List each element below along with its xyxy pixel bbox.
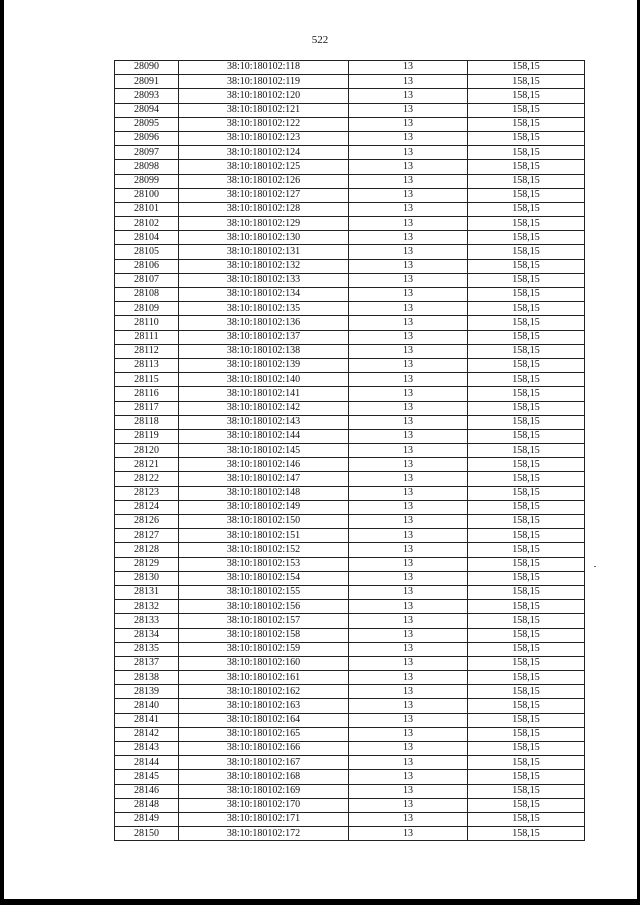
quantity-cell: 13: [349, 656, 468, 670]
cadastral-number-cell: 38:10:180102:135: [179, 302, 349, 316]
row-number-cell: 28102: [115, 217, 179, 231]
row-number-cell: 28135: [115, 642, 179, 656]
row-number-cell: 28113: [115, 358, 179, 372]
cadastral-number-cell: 38:10:180102:124: [179, 146, 349, 160]
quantity-cell: 13: [349, 302, 468, 316]
table-row: [115, 642, 585, 656]
quantity-cell: 13: [349, 727, 468, 741]
area-cell: 158,15: [468, 273, 585, 287]
area-cell: 158,15: [468, 373, 585, 387]
cadastral-number-cell: 38:10:180102:145: [179, 444, 349, 458]
row-number-cell: 28115: [115, 373, 179, 387]
cadastral-number-cell: 38:10:180102:127: [179, 188, 349, 202]
table-row: [115, 515, 585, 529]
quantity-cell: 13: [349, 827, 468, 841]
cadastral-number-cell: 38:10:180102:119: [179, 75, 349, 89]
table-row: [115, 61, 585, 75]
row-number-cell: 28099: [115, 174, 179, 188]
table-row: [115, 273, 585, 287]
area-cell: 158,15: [468, 756, 585, 770]
area-cell: 158,15: [468, 231, 585, 245]
table-row: [115, 330, 585, 344]
cadastral-number-cell: 38:10:180102:151: [179, 529, 349, 543]
cadastral-number-cell: 38:10:180102:129: [179, 217, 349, 231]
row-number-cell: 28093: [115, 89, 179, 103]
row-number-cell: 28104: [115, 231, 179, 245]
cadastral-number-cell: 38:10:180102:126: [179, 174, 349, 188]
cadastral-number-cell: 38:10:180102:171: [179, 812, 349, 826]
quantity-cell: 13: [349, 713, 468, 727]
row-number-cell: 28119: [115, 429, 179, 443]
row-number-cell: 28112: [115, 344, 179, 358]
area-cell: 158,15: [468, 486, 585, 500]
row-number-cell: 28122: [115, 472, 179, 486]
table-row: [115, 571, 585, 585]
cadastral-number-cell: 38:10:180102:154: [179, 571, 349, 585]
quantity-cell: 13: [349, 543, 468, 557]
row-number-cell: 28109: [115, 302, 179, 316]
table-row: [115, 543, 585, 557]
quantity-cell: 13: [349, 146, 468, 160]
row-number-cell: 28124: [115, 500, 179, 514]
table-row: [115, 131, 585, 145]
row-number-cell: 28094: [115, 103, 179, 117]
quantity-cell: 13: [349, 671, 468, 685]
cadastral-number-cell: 38:10:180102:139: [179, 358, 349, 372]
cadastral-number-cell: 38:10:180102:122: [179, 117, 349, 131]
quantity-cell: 13: [349, 273, 468, 287]
area-cell: 158,15: [468, 770, 585, 784]
cadastral-number-cell: 38:10:180102:133: [179, 273, 349, 287]
row-number-cell: 28097: [115, 146, 179, 160]
area-cell: 158,15: [468, 302, 585, 316]
table-row: [115, 486, 585, 500]
table-row: [115, 217, 585, 231]
area-cell: 158,15: [468, 557, 585, 571]
area-cell: 158,15: [468, 415, 585, 429]
area-cell: 158,15: [468, 458, 585, 472]
area-cell: 158,15: [468, 798, 585, 812]
table-row: [115, 316, 585, 330]
row-number-cell: 28105: [115, 245, 179, 259]
row-number-cell: 28130: [115, 571, 179, 585]
table-row: [115, 344, 585, 358]
row-number-cell: 28096: [115, 131, 179, 145]
quantity-cell: 13: [349, 131, 468, 145]
cadastral-number-cell: 38:10:180102:128: [179, 202, 349, 216]
quantity-cell: 13: [349, 614, 468, 628]
row-number-cell: 28095: [115, 117, 179, 131]
row-number-cell: 28108: [115, 288, 179, 302]
area-cell: 158,15: [468, 827, 585, 841]
cadastral-number-cell: 38:10:180102:164: [179, 713, 349, 727]
area-cell: 158,15: [468, 500, 585, 514]
table-row: [115, 614, 585, 628]
quantity-cell: 13: [349, 259, 468, 273]
cadastral-number-cell: 38:10:180102:123: [179, 131, 349, 145]
cadastral-number-cell: 38:10:180102:125: [179, 160, 349, 174]
table-row: [115, 557, 585, 571]
table-row: [115, 685, 585, 699]
scan-border-left: [0, 0, 4, 905]
quantity-cell: 13: [349, 217, 468, 231]
cadastral-number-cell: 38:10:180102:166: [179, 742, 349, 756]
scan-border-bottom: [0, 899, 640, 905]
quantity-cell: 13: [349, 486, 468, 500]
cadastral-number-cell: 38:10:180102:118: [179, 61, 349, 75]
row-number-cell: 28110: [115, 316, 179, 330]
table-row: [115, 401, 585, 415]
quantity-cell: 13: [349, 699, 468, 713]
table-row: [115, 671, 585, 685]
area-cell: 158,15: [468, 401, 585, 415]
row-number-cell: 28100: [115, 188, 179, 202]
area-cell: 158,15: [468, 160, 585, 174]
table-row: [115, 117, 585, 131]
area-cell: 158,15: [468, 812, 585, 826]
row-number-cell: 28144: [115, 756, 179, 770]
table-row: [115, 472, 585, 486]
quantity-cell: 13: [349, 685, 468, 699]
cadastral-number-cell: 38:10:180102:132: [179, 259, 349, 273]
quantity-cell: 13: [349, 61, 468, 75]
area-cell: 158,15: [468, 245, 585, 259]
table-row: [115, 245, 585, 259]
cadastral-number-cell: 38:10:180102:157: [179, 614, 349, 628]
cadastral-number-cell: 38:10:180102:137: [179, 330, 349, 344]
page-number: 522: [311, 34, 329, 46]
cadastral-number-cell: 38:10:180102:156: [179, 600, 349, 614]
cadastral-number-cell: 38:10:180102:161: [179, 671, 349, 685]
cadastral-number-cell: 38:10:180102:147: [179, 472, 349, 486]
table-row: [115, 827, 585, 841]
row-number-cell: 28090: [115, 61, 179, 75]
row-number-cell: 28142: [115, 727, 179, 741]
table-row: [115, 458, 585, 472]
row-number-cell: 28143: [115, 742, 179, 756]
quantity-cell: 13: [349, 316, 468, 330]
table-row: [115, 529, 585, 543]
area-cell: 158,15: [468, 174, 585, 188]
row-number-cell: 28106: [115, 259, 179, 273]
cadastral-number-cell: 38:10:180102:144: [179, 429, 349, 443]
cadastral-number-cell: 38:10:180102:172: [179, 827, 349, 841]
table-row: [115, 628, 585, 642]
quantity-cell: 13: [349, 415, 468, 429]
cadastral-number-cell: 38:10:180102:142: [179, 401, 349, 415]
row-number-cell: 28131: [115, 585, 179, 599]
cadastral-number-cell: 38:10:180102:158: [179, 628, 349, 642]
cadastral-number-cell: 38:10:180102:136: [179, 316, 349, 330]
quantity-cell: 13: [349, 358, 468, 372]
cadastral-number-cell: 38:10:180102:121: [179, 103, 349, 117]
cadastral-number-cell: 38:10:180102:143: [179, 415, 349, 429]
cadastral-number-cell: 38:10:180102:153: [179, 557, 349, 571]
quantity-cell: 13: [349, 401, 468, 415]
area-cell: 158,15: [468, 75, 585, 89]
row-number-cell: 28140: [115, 699, 179, 713]
area-cell: 158,15: [468, 671, 585, 685]
quantity-cell: 13: [349, 557, 468, 571]
quantity-cell: 13: [349, 529, 468, 543]
cadastral-number-cell: 38:10:180102:138: [179, 344, 349, 358]
table-row: [115, 75, 585, 89]
area-cell: 158,15: [468, 117, 585, 131]
area-cell: 158,15: [468, 585, 585, 599]
quantity-cell: 13: [349, 174, 468, 188]
table-row: [115, 812, 585, 826]
area-cell: 158,15: [468, 330, 585, 344]
cadastral-number-cell: 38:10:180102:169: [179, 784, 349, 798]
row-number-cell: 28126: [115, 515, 179, 529]
table-row: [115, 756, 585, 770]
quantity-cell: 13: [349, 770, 468, 784]
table-row: [115, 444, 585, 458]
area-cell: 158,15: [468, 131, 585, 145]
table-row: [115, 742, 585, 756]
cadastral-number-cell: 38:10:180102:170: [179, 798, 349, 812]
area-cell: 158,15: [468, 89, 585, 103]
table-row: [115, 103, 585, 117]
cadastral-number-cell: 38:10:180102:160: [179, 656, 349, 670]
table-row: [115, 770, 585, 784]
row-number-cell: 28111: [115, 330, 179, 344]
area-cell: 158,15: [468, 61, 585, 75]
area-cell: 158,15: [468, 742, 585, 756]
cadastral-number-cell: 38:10:180102:155: [179, 585, 349, 599]
row-number-cell: 28139: [115, 685, 179, 699]
row-number-cell: 28138: [115, 671, 179, 685]
row-number-cell: 28098: [115, 160, 179, 174]
table-row: [115, 600, 585, 614]
area-cell: 158,15: [468, 685, 585, 699]
area-cell: 158,15: [468, 217, 585, 231]
quantity-cell: 13: [349, 344, 468, 358]
cadastral-number-cell: 38:10:180102:134: [179, 288, 349, 302]
row-number-cell: 28117: [115, 401, 179, 415]
area-cell: 158,15: [468, 358, 585, 372]
quantity-cell: 13: [349, 387, 468, 401]
table-row: [115, 259, 585, 273]
row-number-cell: 28101: [115, 202, 179, 216]
cadastral-number-cell: 38:10:180102:141: [179, 387, 349, 401]
scan-speck: [594, 566, 596, 567]
table-row: [115, 784, 585, 798]
table-row: [115, 699, 585, 713]
area-cell: 158,15: [468, 188, 585, 202]
area-cell: 158,15: [468, 614, 585, 628]
table-row: [115, 231, 585, 245]
table-row: [115, 415, 585, 429]
quantity-cell: 13: [349, 245, 468, 259]
quantity-cell: 13: [349, 812, 468, 826]
row-number-cell: 28133: [115, 614, 179, 628]
quantity-cell: 13: [349, 288, 468, 302]
quantity-cell: 13: [349, 231, 468, 245]
table-row: [115, 302, 585, 316]
row-number-cell: 28149: [115, 812, 179, 826]
cadastral-number-cell: 38:10:180102:163: [179, 699, 349, 713]
area-cell: 158,15: [468, 571, 585, 585]
table-row: [115, 429, 585, 443]
quantity-cell: 13: [349, 600, 468, 614]
cadastral-number-cell: 38:10:180102:131: [179, 245, 349, 259]
cadastral-number-cell: 38:10:180102:159: [179, 642, 349, 656]
row-number-cell: 28137: [115, 656, 179, 670]
area-cell: 158,15: [468, 344, 585, 358]
registry-table-body: [115, 61, 585, 841]
quantity-cell: 13: [349, 571, 468, 585]
quantity-cell: 13: [349, 429, 468, 443]
cadastral-number-cell: 38:10:180102:146: [179, 458, 349, 472]
area-cell: 158,15: [468, 444, 585, 458]
row-number-cell: 28107: [115, 273, 179, 287]
table-row: [115, 798, 585, 812]
table-row: [115, 288, 585, 302]
row-number-cell: 28091: [115, 75, 179, 89]
area-cell: 158,15: [468, 727, 585, 741]
cadastral-number-cell: 38:10:180102:162: [179, 685, 349, 699]
cadastral-number-cell: 38:10:180102:168: [179, 770, 349, 784]
table-row: [115, 202, 585, 216]
quantity-cell: 13: [349, 444, 468, 458]
quantity-cell: 13: [349, 458, 468, 472]
row-number-cell: 28141: [115, 713, 179, 727]
row-number-cell: 28121: [115, 458, 179, 472]
cadastral-number-cell: 38:10:180102:167: [179, 756, 349, 770]
registry-table: [114, 60, 585, 841]
row-number-cell: 28123: [115, 486, 179, 500]
row-number-cell: 28132: [115, 600, 179, 614]
quantity-cell: 13: [349, 585, 468, 599]
area-cell: 158,15: [468, 600, 585, 614]
area-cell: 158,15: [468, 259, 585, 273]
table-row: [115, 656, 585, 670]
cadastral-number-cell: 38:10:180102:120: [179, 89, 349, 103]
quantity-cell: 13: [349, 330, 468, 344]
row-number-cell: 28148: [115, 798, 179, 812]
table-row: [115, 358, 585, 372]
quantity-cell: 13: [349, 188, 468, 202]
quantity-cell: 13: [349, 500, 468, 514]
row-number-cell: 28145: [115, 770, 179, 784]
area-cell: 158,15: [468, 529, 585, 543]
cadastral-number-cell: 38:10:180102:165: [179, 727, 349, 741]
area-cell: 158,15: [468, 472, 585, 486]
area-cell: 158,15: [468, 387, 585, 401]
area-cell: 158,15: [468, 784, 585, 798]
quantity-cell: 13: [349, 89, 468, 103]
quantity-cell: 13: [349, 515, 468, 529]
table-row: [115, 387, 585, 401]
quantity-cell: 13: [349, 160, 468, 174]
quantity-cell: 13: [349, 103, 468, 117]
row-number-cell: 28134: [115, 628, 179, 642]
quantity-cell: 13: [349, 373, 468, 387]
row-number-cell: 28127: [115, 529, 179, 543]
table-row: [115, 373, 585, 387]
area-cell: 158,15: [468, 713, 585, 727]
row-number-cell: 28129: [115, 557, 179, 571]
area-cell: 158,15: [468, 103, 585, 117]
row-number-cell: 28116: [115, 387, 179, 401]
row-number-cell: 28118: [115, 415, 179, 429]
table-row: [115, 89, 585, 103]
quantity-cell: 13: [349, 117, 468, 131]
area-cell: 158,15: [468, 642, 585, 656]
quantity-cell: 13: [349, 798, 468, 812]
quantity-cell: 13: [349, 642, 468, 656]
table-row: [115, 713, 585, 727]
area-cell: 158,15: [468, 288, 585, 302]
area-cell: 158,15: [468, 699, 585, 713]
quantity-cell: 13: [349, 472, 468, 486]
area-cell: 158,15: [468, 656, 585, 670]
row-number-cell: 28150: [115, 827, 179, 841]
quantity-cell: 13: [349, 742, 468, 756]
area-cell: 158,15: [468, 628, 585, 642]
quantity-cell: 13: [349, 75, 468, 89]
area-cell: 158,15: [468, 429, 585, 443]
quantity-cell: 13: [349, 202, 468, 216]
table-row: [115, 727, 585, 741]
table-row: [115, 188, 585, 202]
table-row: [115, 160, 585, 174]
area-cell: 158,15: [468, 515, 585, 529]
table-row: [115, 174, 585, 188]
row-number-cell: 28128: [115, 543, 179, 557]
area-cell: 158,15: [468, 202, 585, 216]
area-cell: 158,15: [468, 146, 585, 160]
table-row: [115, 585, 585, 599]
cadastral-number-cell: 38:10:180102:149: [179, 500, 349, 514]
cadastral-number-cell: 38:10:180102:148: [179, 486, 349, 500]
table-row: [115, 500, 585, 514]
quantity-cell: 13: [349, 628, 468, 642]
row-number-cell: 28146: [115, 784, 179, 798]
area-cell: 158,15: [468, 316, 585, 330]
cadastral-number-cell: 38:10:180102:130: [179, 231, 349, 245]
cadastral-number-cell: 38:10:180102:140: [179, 373, 349, 387]
row-number-cell: 28120: [115, 444, 179, 458]
table-row: [115, 146, 585, 160]
area-cell: 158,15: [468, 543, 585, 557]
cadastral-number-cell: 38:10:180102:150: [179, 515, 349, 529]
quantity-cell: 13: [349, 784, 468, 798]
quantity-cell: 13: [349, 756, 468, 770]
cadastral-number-cell: 38:10:180102:152: [179, 543, 349, 557]
